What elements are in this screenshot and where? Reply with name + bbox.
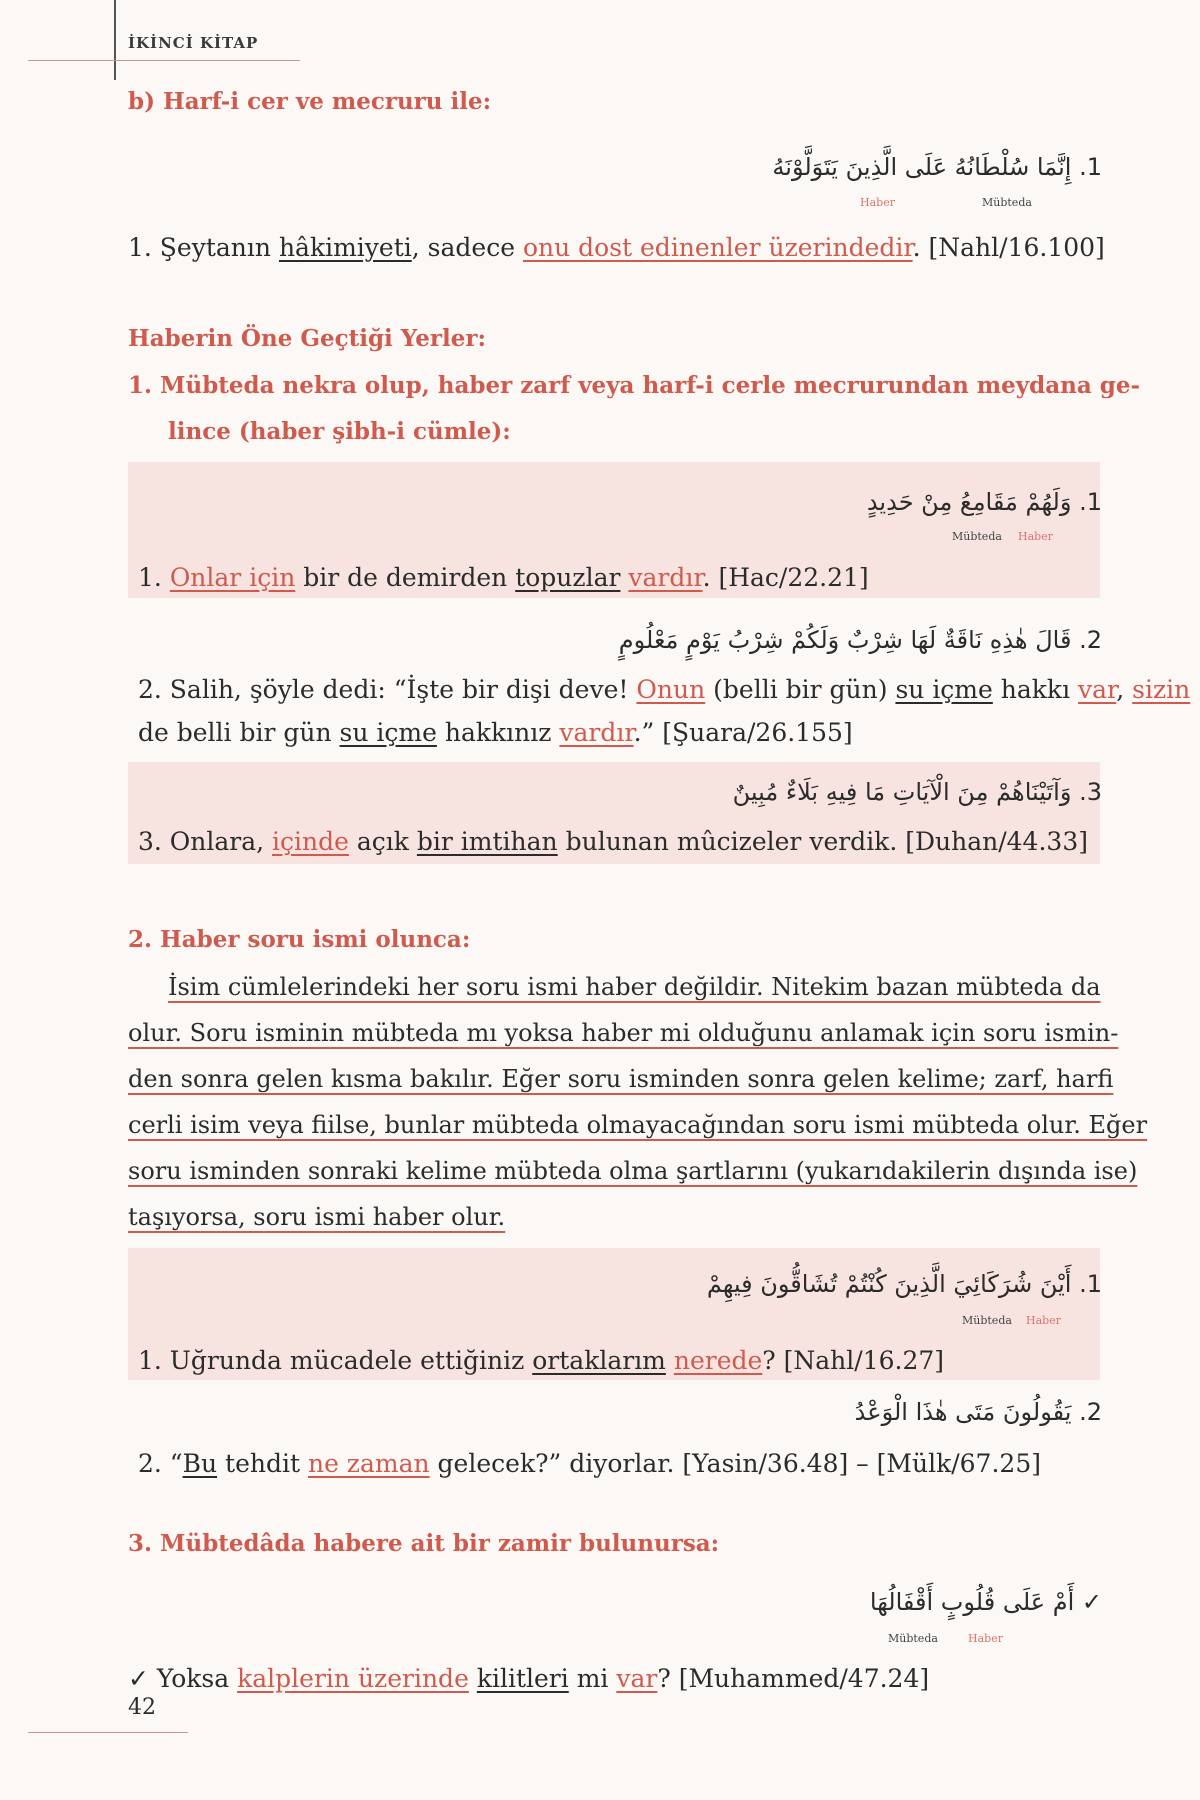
paragraph-line: cerli isim veya fiilse, bunlar mübteda olmayacağından soru ismi mübteda olur. Eğer xyxy=(128,1111,1148,1139)
margin-rule xyxy=(114,0,116,80)
underlined-mubteda: bir imtihan xyxy=(416,827,558,856)
text-span: 1. Şeytanın xyxy=(128,233,279,262)
arabic-example-s3 xyxy=(870,1588,1102,1616)
text-span: . [Nahl/16.100] xyxy=(912,233,1105,262)
haberin-heading: Haberin Öne Geçtiği Yerler: xyxy=(128,325,486,352)
page-number: 42 xyxy=(128,1695,156,1720)
translation-s2-1 xyxy=(138,1346,944,1376)
text-span: 1. Uğrunda mücadele ettiğiniz xyxy=(138,1346,533,1375)
underlined-haber: Onlar için xyxy=(169,563,296,592)
check-icon: ✓ xyxy=(1081,1588,1102,1616)
underlined-haber: Onun xyxy=(636,675,706,704)
subheading-1-line2: lince (haber şibh-i cümle): xyxy=(168,418,511,445)
text-span: ✓ Yoksa xyxy=(128,1664,238,1693)
paragraph-line: taşıyorsa, soru ismi haber olur. xyxy=(128,1203,506,1231)
paragraph-line: olur. Soru isminin mübteda mı yoksa haber mi olduğunu anlamak için soru ismin- xyxy=(128,1019,1119,1047)
section-b-heading: b) Harf-i cer ve mecruru ile: xyxy=(128,88,492,115)
underlined-haber: nerede xyxy=(673,1346,763,1375)
label-haber: Haber xyxy=(1026,1314,1061,1327)
example-number: 3. xyxy=(1079,778,1102,806)
example-number: 2. xyxy=(1079,626,1102,654)
arabic-text: وَآتَيْنَاهُمْ مِنَ الْآيَاتِ مَا فِيهِ بَلَاءٌ مُبِينٌ xyxy=(732,778,1072,806)
underlined-haber: vardır xyxy=(559,718,634,747)
paragraph-line: İsim cümlelerindeki her soru ismi haber değildir. Nitekim bazan mübteda da xyxy=(168,973,1101,1001)
translation-s3 xyxy=(128,1664,929,1694)
underlined-haber: sizin xyxy=(1132,675,1191,704)
label-mubteda: Mübteda xyxy=(952,530,1002,543)
footer-rule xyxy=(28,1732,188,1733)
arabic-example-s2-2 xyxy=(855,1398,1102,1426)
arabic-example-s2-1 xyxy=(707,1270,1102,1298)
text-span: 2. Salih, şöyle dedi: “İşte bir dişi deve! xyxy=(138,675,637,704)
arabic-text: يَقُولُونَ مَتَى هٰذَا الْوَعْدُ xyxy=(854,1398,1072,1426)
section-3-heading: 3. Mübtedâda habere ait bir zamir bulunursa: xyxy=(128,1530,720,1557)
arabic-text: إِنَّمَا سُلْطَانُهُ عَلَى الَّذِينَ يَتَوَلَّوْنَهُ xyxy=(772,153,1072,181)
text-span: de belli bir gün xyxy=(138,718,340,747)
label-haber: Haber xyxy=(1018,530,1053,543)
underlined-mubteda: su içme xyxy=(895,675,993,704)
text-span: .” [Şuara/26.155] xyxy=(633,718,853,747)
arabic-text: قَالَ هٰذِهِ نَاقَةٌ لَهَا شِرْبٌ وَلَكُمْ شِرْبُ يَوْمٍ مَعْلُومٍ xyxy=(618,626,1072,654)
underlined-haber: vardır xyxy=(628,563,703,592)
underlined-mubteda: topuzlar xyxy=(515,563,621,592)
underlined-haber: ne zaman xyxy=(307,1449,430,1478)
text-span: hakkı xyxy=(992,675,1079,704)
text-span: (belli bir gün) xyxy=(705,675,896,704)
translation-b1 xyxy=(128,233,1105,263)
example-number: 1. xyxy=(1079,153,1102,181)
text-span: ? [Muhammed/47.24] xyxy=(657,1664,930,1693)
section-2-paragraph xyxy=(128,964,1148,1240)
label-mubteda: Mübteda xyxy=(962,1314,1012,1327)
example-number: 2. xyxy=(1079,1398,1102,1426)
header-rule xyxy=(28,60,300,61)
text-span: , sadece xyxy=(411,233,523,262)
underlined-haber: içinde xyxy=(272,827,349,856)
underlined-haber: kalplerin üzerinde xyxy=(237,1664,469,1693)
example-number: 1. xyxy=(1079,1270,1102,1298)
paragraph-line: soru isminden sonraki kelime mübteda olma şartlarını (yukarıdakilerin dışında ise) xyxy=(128,1157,1138,1185)
translation-h2-line1 xyxy=(138,675,1190,705)
subheading-1-line1: 1. Mübteda nekra olup, haber zarf veya harf-i cerle mecrurundan meydana ge- xyxy=(128,372,1141,399)
text-span: ? [Nahl/16.27] xyxy=(762,1346,945,1375)
label-haber: Haber xyxy=(968,1632,1003,1645)
text-span: tehdit xyxy=(217,1449,308,1478)
label-haber: Haber xyxy=(860,196,895,209)
text-span: bulunan mûcizeler verdik. [Duhan/44.33] xyxy=(557,827,1088,856)
underlined-mubteda: su içme xyxy=(339,718,437,747)
arabic-example-h2 xyxy=(619,626,1102,654)
label-mubteda: Mübteda xyxy=(888,1632,938,1645)
label-mubteda: Mübteda xyxy=(982,196,1032,209)
text-span xyxy=(469,1664,477,1693)
arabic-text: أَمْ عَلَى قُلُوبٍ أَقْفَالُهَا xyxy=(869,1588,1075,1616)
paragraph-line: den sonra gelen kısma bakılır. Eğer soru isminden sonra gelen kelime; zarf, harfi xyxy=(128,1065,1114,1093)
underlined-mubteda: hâkimiyeti xyxy=(278,233,412,262)
text-span: bir de demirden xyxy=(295,563,516,592)
translation-h1 xyxy=(138,563,869,593)
text-span: 1. xyxy=(138,563,170,592)
translation-s2-2 xyxy=(138,1449,1041,1479)
underlined-haber: onu dost edinenler üzerindedir xyxy=(522,233,913,262)
running-title: İKİNCİ KİTAP xyxy=(128,34,259,52)
text-span: hakkınız xyxy=(436,718,560,747)
text-span: mi xyxy=(568,1664,617,1693)
text-span: . [Hac/22.21] xyxy=(702,563,869,592)
underlined-mubteda: ortaklarım xyxy=(532,1346,666,1375)
translation-h2-line2 xyxy=(138,718,853,748)
text-span: 2. “ xyxy=(138,1449,183,1478)
section-2-heading: 2. Haber soru ismi olunca: xyxy=(128,926,471,953)
underlined-haber: var xyxy=(616,1664,658,1693)
arabic-text: أَيْنَ شُرَكَائِيَ الَّذِينَ كُنْتُمْ تُشَاقُّونَ فِيهِمْ xyxy=(706,1270,1072,1298)
text-span: , xyxy=(1116,675,1133,704)
arabic-example-b1 xyxy=(772,153,1102,181)
text-span: açık xyxy=(348,827,417,856)
arabic-text: وَلَهُمْ مَقَامِعُ مِنْ حَدِيدٍ xyxy=(866,488,1072,516)
text-span: gelecek?” diyorlar. [Yasin/36.48] – [Mülk/67.25] xyxy=(429,1449,1041,1478)
text-span: 3. Onlara, xyxy=(138,827,273,856)
text-span xyxy=(666,1346,674,1375)
arabic-example-h1 xyxy=(867,488,1102,516)
underlined-haber: var xyxy=(1078,675,1117,704)
underlined-mubteda: kilitleri xyxy=(476,1664,569,1693)
example-number: 1. xyxy=(1079,488,1102,516)
translation-h3 xyxy=(138,827,1088,857)
underlined-mubteda: Bu xyxy=(182,1449,218,1478)
arabic-example-h3 xyxy=(733,778,1102,806)
